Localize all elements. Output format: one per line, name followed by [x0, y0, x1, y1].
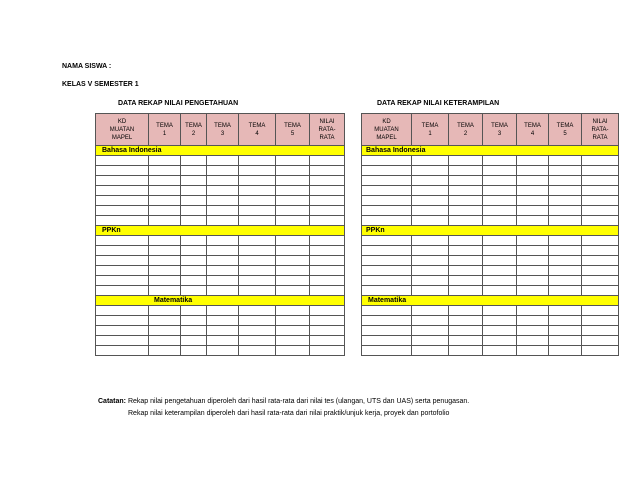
table-row: [96, 166, 345, 176]
table-row: [96, 156, 345, 166]
subject-row-matematika: Matematika: [362, 296, 619, 306]
table-row: [362, 276, 619, 286]
table-row: [96, 326, 345, 336]
subject-row-ppkn: PPKn: [362, 226, 619, 236]
table-row: [362, 176, 619, 186]
table-row: [362, 306, 619, 316]
table-row: [96, 216, 345, 226]
table-row: [96, 206, 345, 216]
table-row: [362, 316, 619, 326]
table-row: [362, 156, 619, 166]
table-row: [96, 186, 345, 196]
skills-recap-table: [361, 113, 619, 356]
class-label: KELAS V SEMESTER 1: [62, 81, 139, 88]
header-tema-3: TEMA 3: [483, 114, 517, 146]
table-row: [362, 266, 619, 276]
header-average: NILAI RATA- RATA: [582, 114, 619, 146]
table-row: [362, 336, 619, 346]
table-row: [96, 236, 345, 246]
header-tema-4: TEMA 4: [517, 114, 549, 146]
table-row: [96, 246, 345, 256]
table-row: [362, 216, 619, 226]
header-kd-mapel: KD MUATAN MAPEL: [96, 114, 149, 146]
table-row: [362, 206, 619, 216]
subject-row-bahasa-indonesia: Bahasa Indonesia: [96, 146, 345, 156]
table-row: [362, 236, 619, 246]
header-average: NILAI RATA- RATA: [310, 114, 345, 146]
header-tema-1: TEMA 1: [149, 114, 181, 146]
header-kd-mapel: KD MUATAN MAPEL: [362, 114, 412, 146]
table-row: [362, 346, 619, 356]
header-tema-3: TEMA 3: [207, 114, 239, 146]
table-row: [362, 166, 619, 176]
header-tema-5: TEMA 5: [276, 114, 310, 146]
left-table-title: DATA REKAP NILAI PENGETAHUAN: [118, 100, 239, 107]
header-tema-5: TEMA 5: [549, 114, 582, 146]
header-tema-4: TEMA 4: [239, 114, 276, 146]
subject-row-matematika: Matematika: [96, 296, 345, 306]
subject-row-ppkn: PPKn: [96, 226, 345, 236]
table-header-row: [362, 114, 619, 146]
table-header-row: [96, 114, 345, 146]
table-row: [96, 256, 345, 266]
subject-row-bahasa-indonesia: Bahasa Indonesia: [362, 146, 619, 156]
table-row: [362, 256, 619, 266]
student-name-label: NAMA SISWA :: [62, 63, 112, 70]
table-row: [362, 246, 619, 256]
notes-label: Catatan:: [98, 398, 127, 405]
table-row: [362, 286, 619, 296]
table-row: [96, 346, 345, 356]
table-row: [96, 306, 345, 316]
table-row: [362, 326, 619, 336]
notes-block: [98, 396, 469, 420]
table-row: [96, 276, 345, 286]
notes-line-2: Rekap nilai keterampilan diperoleh dari hasil rata-rata dari nilai praktik/unjuk kerja, proyek dan portofolio: [128, 410, 450, 417]
table-row: [96, 266, 345, 276]
table-row: [96, 286, 345, 296]
table-row: [96, 196, 345, 206]
knowledge-recap-table: [95, 113, 345, 356]
table-row: [96, 176, 345, 186]
table-row: [96, 336, 345, 346]
notes-line-1: Catatan: Rekap nilai pengetahuan diperoleh dari hasil rata-rata dari nilai tes (ulangan, UTS dan UAS) serta penugasan.: [98, 398, 470, 405]
header-tema-2: TEMA 2: [181, 114, 207, 146]
table-row: [362, 186, 619, 196]
header-tema-1: TEMA 1: [412, 114, 449, 146]
table-row: [96, 316, 345, 326]
header-tema-2: TEMA 2: [449, 114, 483, 146]
table-row: [362, 196, 619, 206]
right-table-title: DATA REKAP NILAI KETERAMPILAN: [377, 100, 500, 107]
